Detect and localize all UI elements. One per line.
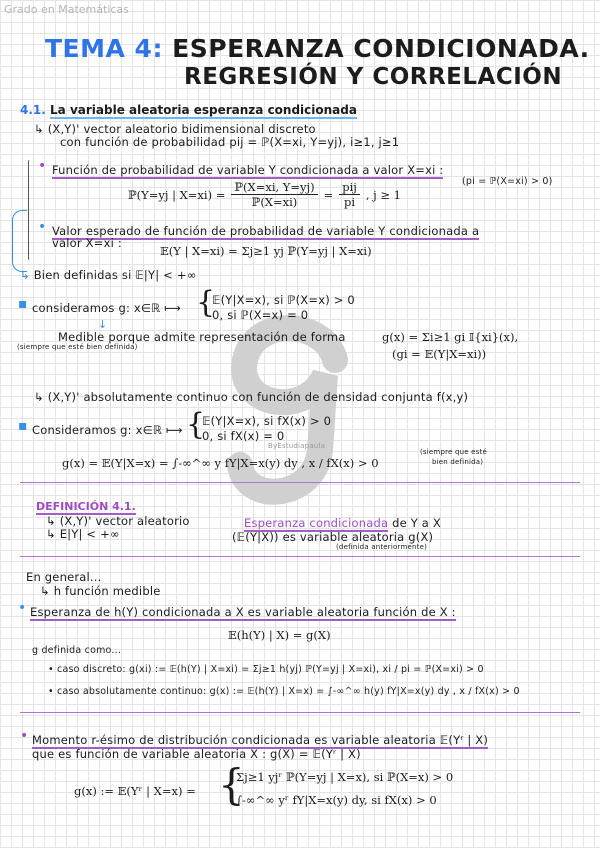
definition-note: (definida anteriormente) bbox=[336, 543, 428, 551]
title-line1: ESPERANZA CONDICIONADA. bbox=[172, 34, 590, 63]
definition-heading: DEFINICIÓN 4.1. bbox=[36, 500, 136, 513]
formula-lhs: ℙ(Y=yj | X=xi) = bbox=[128, 187, 226, 202]
cond-prob-formula: ℙ(Y=yj | X=xi) = $\frac{\text{ℙ(X=xi, Y=yj)}}{\text{ℙ(X=xi)}}$ = $\frac{\text{pij}}{pi}$ , j ≥ 1 bbox=[128, 180, 401, 209]
cases-brace: { bbox=[186, 407, 206, 442]
definition-line2: ↳ E|Y| < +∞ bbox=[46, 527, 120, 541]
bullet-dot: • bbox=[38, 219, 47, 235]
measurable-text: Medible porque admite representación de forma bbox=[58, 330, 346, 344]
right-curly-brace bbox=[28, 160, 31, 260]
consider1-lead: consideramos g: x∈ℝ ⟼ bbox=[32, 301, 181, 315]
bullet-square: ▪ bbox=[18, 296, 28, 312]
section-title: La variable aleatoria esperanza condicionada bbox=[50, 103, 357, 117]
watermark: Grado en Matemáticas bbox=[4, 3, 129, 16]
continuous-note1: (siempre que esté bbox=[420, 448, 487, 456]
continuous-intro: ↳ (X,Y)' absolutamente continuo con función de densidad conjunta f(x,y) bbox=[34, 390, 469, 404]
fraction-1: $\frac{\text{ℙ(X=xi, Y=yj)}}{\text{ℙ(X=xi)}}$ bbox=[231, 180, 317, 209]
gi-definition: (gi = 𝔼(Y|X=xi)) bbox=[392, 347, 487, 361]
bullet-dot: • bbox=[18, 600, 27, 616]
cases-brace: { bbox=[196, 285, 216, 320]
g-representation: g(x) = Σi≥1 gi 𝕀{xi}(x), bbox=[382, 330, 519, 344]
divider bbox=[20, 482, 580, 483]
fraction-2: $\frac{\text{pij}}{pi}$ bbox=[339, 180, 360, 209]
g-defined-as: g definida como... bbox=[32, 645, 122, 656]
moment-text1: Momento r-ésimo de distribución condicionada es variable aleatoria 𝔼(Yʳ | X) bbox=[32, 733, 489, 747]
continuous-note2: bien definida) bbox=[432, 458, 484, 466]
title-label: TEMA 4: bbox=[45, 34, 163, 63]
consider1-case2: 0, si ℙ(X=x) = 0 bbox=[212, 308, 309, 322]
discrete-case: • caso discreto: g(xi) := 𝔼(h(Y) | X=xi) = Σj≥1 h(yj) ℙ(Y=yj | X=xi), xi / pi = ℙ(X=xi) > 0 bbox=[48, 664, 484, 675]
general-line2: ↳ h función medible bbox=[40, 584, 161, 598]
general-line1: En general... bbox=[26, 570, 102, 584]
definition-right2: (𝔼(Y|X)) es variable aleatoria g(X) bbox=[232, 530, 434, 544]
down-arrow: ↓ bbox=[98, 318, 108, 331]
general-bullet: Esperanza de h(Y) condicionada a X es variable aleatoria función de X : bbox=[30, 605, 456, 619]
intro-line2: con función de probabilidad pij = ℙ(X=xi, Y=yj), i≥1, j≥1 bbox=[60, 135, 400, 149]
divider bbox=[20, 712, 580, 713]
continuous-g-formula: g(x) = 𝔼(Y|X=x) = ∫-∞^∞ y fY|X=x(y) dy , x / fX(x) > 0 bbox=[62, 456, 379, 470]
moment-text2: que es función de variable aleatoria X : g(X) = 𝔼(Yʳ | X) bbox=[32, 747, 361, 761]
moment-case1: Σj≥1 yjʳ ℙ(Y=yj | X=x), si ℙ(X=x) > 0 bbox=[236, 770, 454, 784]
continuous-lead: Consideramos g: x∈ℝ ⟼ bbox=[32, 423, 183, 437]
continuous-case: • caso absolutamente continuo: g(x) := 𝔼(h(Y) | X=x) = ∫-∞^∞ h(y) fY|X=x(y) dy , x / fX(x) > 0 bbox=[48, 686, 520, 697]
consider1-note: (siempre que esté bien definida) bbox=[17, 343, 138, 351]
definition-line1: ↳ (X,Y)' vector aleatorio bbox=[46, 514, 190, 528]
moment-case2: ∫-∞^∞ yʳ fY|X=x(y) dy, si fX(x) > 0 bbox=[236, 793, 437, 807]
title-line2: REGRESIÓN Y CORRELACIÓN bbox=[184, 64, 563, 90]
bullet1-condition: (pi = ℙ(X=xi) > 0) bbox=[462, 176, 553, 187]
consider1-case1: 𝔼(Y|X=x), si ℙ(X=x) > 0 bbox=[212, 293, 355, 307]
expected-value-formula: 𝔼(Y | X=xi) = Σj≥1 yj ℙ(Y=yj | X=xi) bbox=[160, 244, 372, 258]
intro-line1: ↳ (X,Y)' vector aleatorio bidimensional discreto bbox=[34, 122, 316, 136]
continuous-case1: 𝔼(Y|X=x), si fX(x) > 0 bbox=[202, 414, 332, 428]
cases-brace: { bbox=[218, 760, 245, 809]
bullet-square: ▪ bbox=[18, 418, 28, 434]
bullet2-text2: valor X=xi : bbox=[52, 236, 122, 250]
bullet1-text: Función de probabilidad de variable Y condicionada a valor X=xi : bbox=[52, 163, 444, 177]
moment-lhs: g(x) := 𝔼(Yʳ | X=x) = bbox=[74, 784, 196, 798]
page-title bbox=[45, 34, 590, 63]
general-formula: 𝔼(h(Y) | X) = g(X) bbox=[228, 628, 331, 642]
bullet-dot: • bbox=[38, 158, 47, 174]
bullet2-text: Valor esperado de función de probabilidad de variable Y condicionada a bbox=[52, 224, 480, 238]
definition-right1: Esperanza condicionada de Y a X bbox=[244, 516, 441, 530]
left-brace-bracket bbox=[12, 210, 27, 272]
stamp-text: ByEstudiapaula bbox=[268, 442, 326, 450]
section-number: 4.1. bbox=[20, 103, 46, 117]
bullet-dot: • bbox=[20, 728, 29, 744]
divider bbox=[20, 556, 580, 557]
section-heading bbox=[20, 103, 357, 117]
continuous-case2: 0, si fX(x) = 0 bbox=[202, 429, 285, 443]
defined-condition: ↳ Bien definidas si 𝔼|Y| < +∞ bbox=[20, 268, 197, 282]
